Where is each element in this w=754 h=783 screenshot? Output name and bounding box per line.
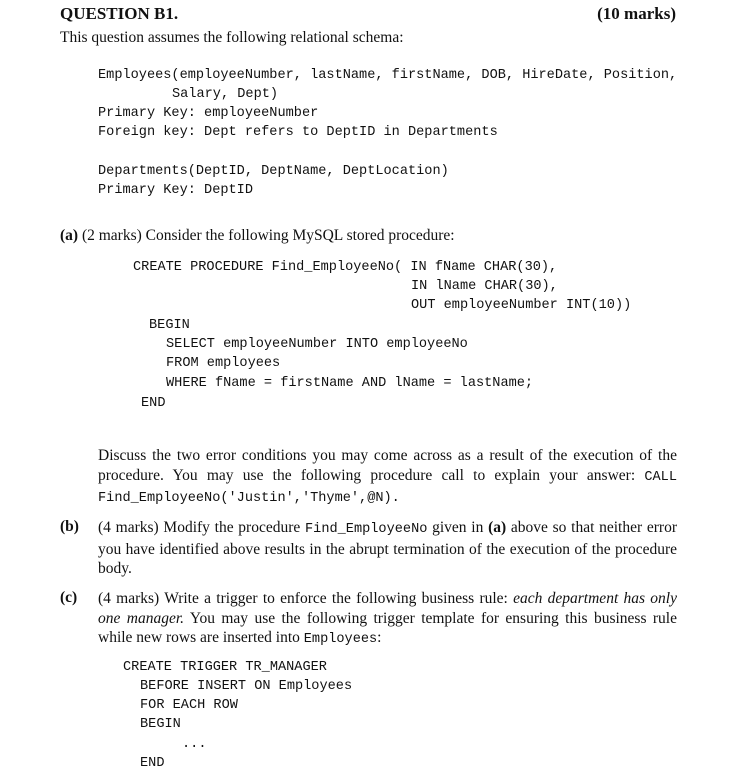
question-title: QUESTION B1. — [60, 4, 179, 23]
part-b-label: (b) — [60, 518, 79, 535]
departments-schema-line: Departments(DeptID, DeptName, DeptLocation) — [98, 164, 449, 179]
part-b-procedure-name: Find_EmployeeNo — [305, 522, 428, 537]
code-line: END — [140, 756, 165, 771]
part-c-table-name: Employees — [303, 632, 378, 647]
part-c-business-rule: each department has only one manager. — [98, 590, 677, 627]
part-a-discussion-text: Discuss the two error conditions you may come across as a result of the execution of the procedure. You may use the following procedure call to explain your answer: — [98, 447, 677, 484]
intro-text: This question assumes the following relational schema: — [60, 29, 404, 46]
part-b-text-mid: given in — [427, 519, 489, 536]
employees-schema-line: Employees(employeeNumber, lastName, firstName, DOB, HireDate, Position, — [98, 68, 678, 83]
part-c-text-start: (4 marks) Write a trigger to enforce the following business rule: — [98, 590, 514, 607]
part-c-colon: : — [377, 629, 382, 646]
part-b-text — [98, 518, 677, 579]
part-a-text: (2 marks) Consider the following MySQL stored procedure: — [81, 227, 455, 244]
code-line: CREATE TRIGGER TR_MANAGER — [123, 660, 327, 675]
part-c-label: (c) — [60, 589, 78, 606]
code-line: SELECT employeeNumber INTO employeeNo — [166, 337, 468, 352]
employees-foreign-key: Foreign key: Dept refers to DeptID in Departments — [98, 125, 498, 140]
code-line: OUT employeeNumber INT(10)) — [411, 298, 632, 313]
code-line: END — [141, 396, 166, 411]
code-line: FROM employees — [166, 356, 281, 371]
employees-schema-continuation: Salary, Dept) — [172, 87, 279, 102]
question-marks: (10 marks) — [597, 4, 676, 23]
part-a-label: (a) — [60, 227, 79, 244]
code-line: WHERE fName = firstName AND lName = lastName; — [166, 376, 534, 391]
part-c-text-end: You may use the following trigger template for ensuring this business rule while new rows are inserted into — [98, 609, 677, 646]
part-c-text — [98, 589, 677, 650]
code-line: ... — [182, 737, 207, 752]
part-a-heading — [60, 227, 455, 245]
code-line: BEGIN — [140, 717, 181, 732]
employees-primary-key: Primary Key: employeeNumber — [98, 106, 319, 121]
code-line: BEGIN — [149, 318, 190, 333]
code-line: BEFORE INSERT ON Employees — [140, 679, 353, 694]
part-a-call-example: CALL Find_EmployeeNo('Justin','Thyme',@N). — [98, 469, 677, 506]
code-line: CREATE PROCEDURE Find_EmployeeNo( IN fName CHAR(30), — [133, 260, 558, 275]
part-b-text-start: (4 marks) Modify the procedure — [98, 519, 306, 536]
code-line: IN lName CHAR(30), — [411, 279, 558, 294]
departments-primary-key: Primary Key: DeptID — [98, 183, 253, 198]
part-a-discussion — [98, 446, 677, 509]
part-b-text-end: above so that neither error you have identified above results in the abrupt termination of the execution of the procedure body. — [98, 519, 677, 577]
part-b-ref: (a) — [488, 519, 507, 536]
code-line: FOR EACH ROW — [140, 698, 238, 713]
